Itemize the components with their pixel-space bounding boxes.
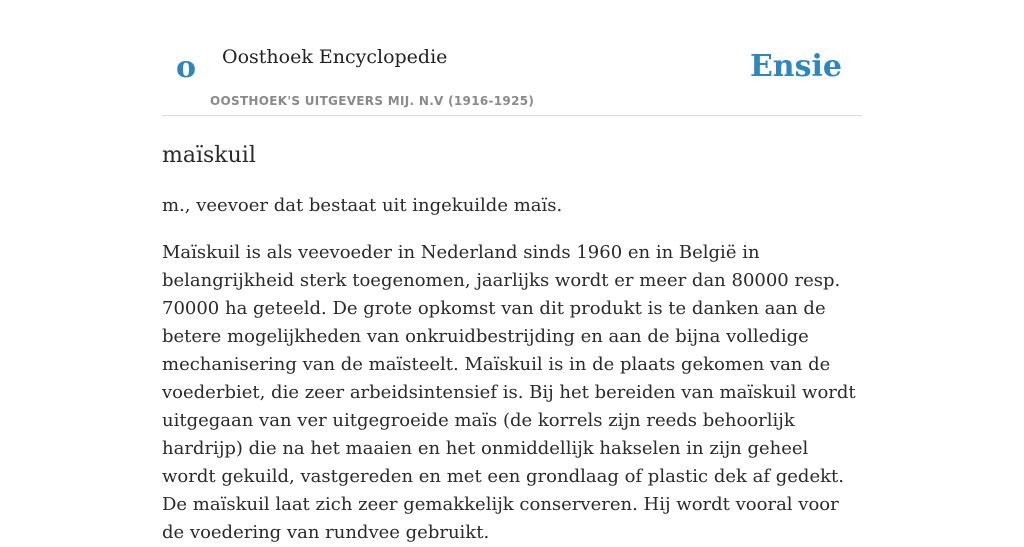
header	[162, 0, 862, 116]
brand-logo-link[interactable]: Ensie	[749, 49, 842, 84]
page	[162, 0, 862, 547]
source-logo[interactable]: o	[176, 50, 197, 85]
entry-body: Maïskuil is als veevoeder in Nederland sinds 1960 en in België in belangrijkheid sterk toegenomen, jaarlijks wordt er meer dan 80000 resp. 70000 ha geteeld. De grote opkomst van dit produkt is te danken aan de betere mogelijkheden van onkruidbestrijding en aan de bijna volledige mechanisering van de maïsteelt. Maïskuil is in de plaats gekomen van de voederbiet, die zeer arbeidsintensief is. Bij het bereiden van maïskuil wordt uitgegaan van ver uitgegroeide maïs (de korrels zijn reeds behoorlijk hardrijp) die na het maaien en het onmiddellijk hakselen in zijn geheel wordt gekuild, vastgereden en met een grondlaag of plastic dek af gedekt. De maïskuil laat zich zeer gemakkelijk conserveren. Hij wordt vooral voor de voedering van rundvee gebruikt.	[162, 242, 856, 544]
entry-definition: m., veevoer dat bestaat uit ingekuilde maïs.	[162, 195, 563, 217]
site-title-link[interactable]: Oosthoek Encyclopedie	[222, 46, 448, 68]
entry-title: maïskuil	[162, 143, 256, 168]
publisher-label: OOSTHOEK'S UITGEVERS MIJ. N.V (1916-1925)	[210, 94, 535, 108]
